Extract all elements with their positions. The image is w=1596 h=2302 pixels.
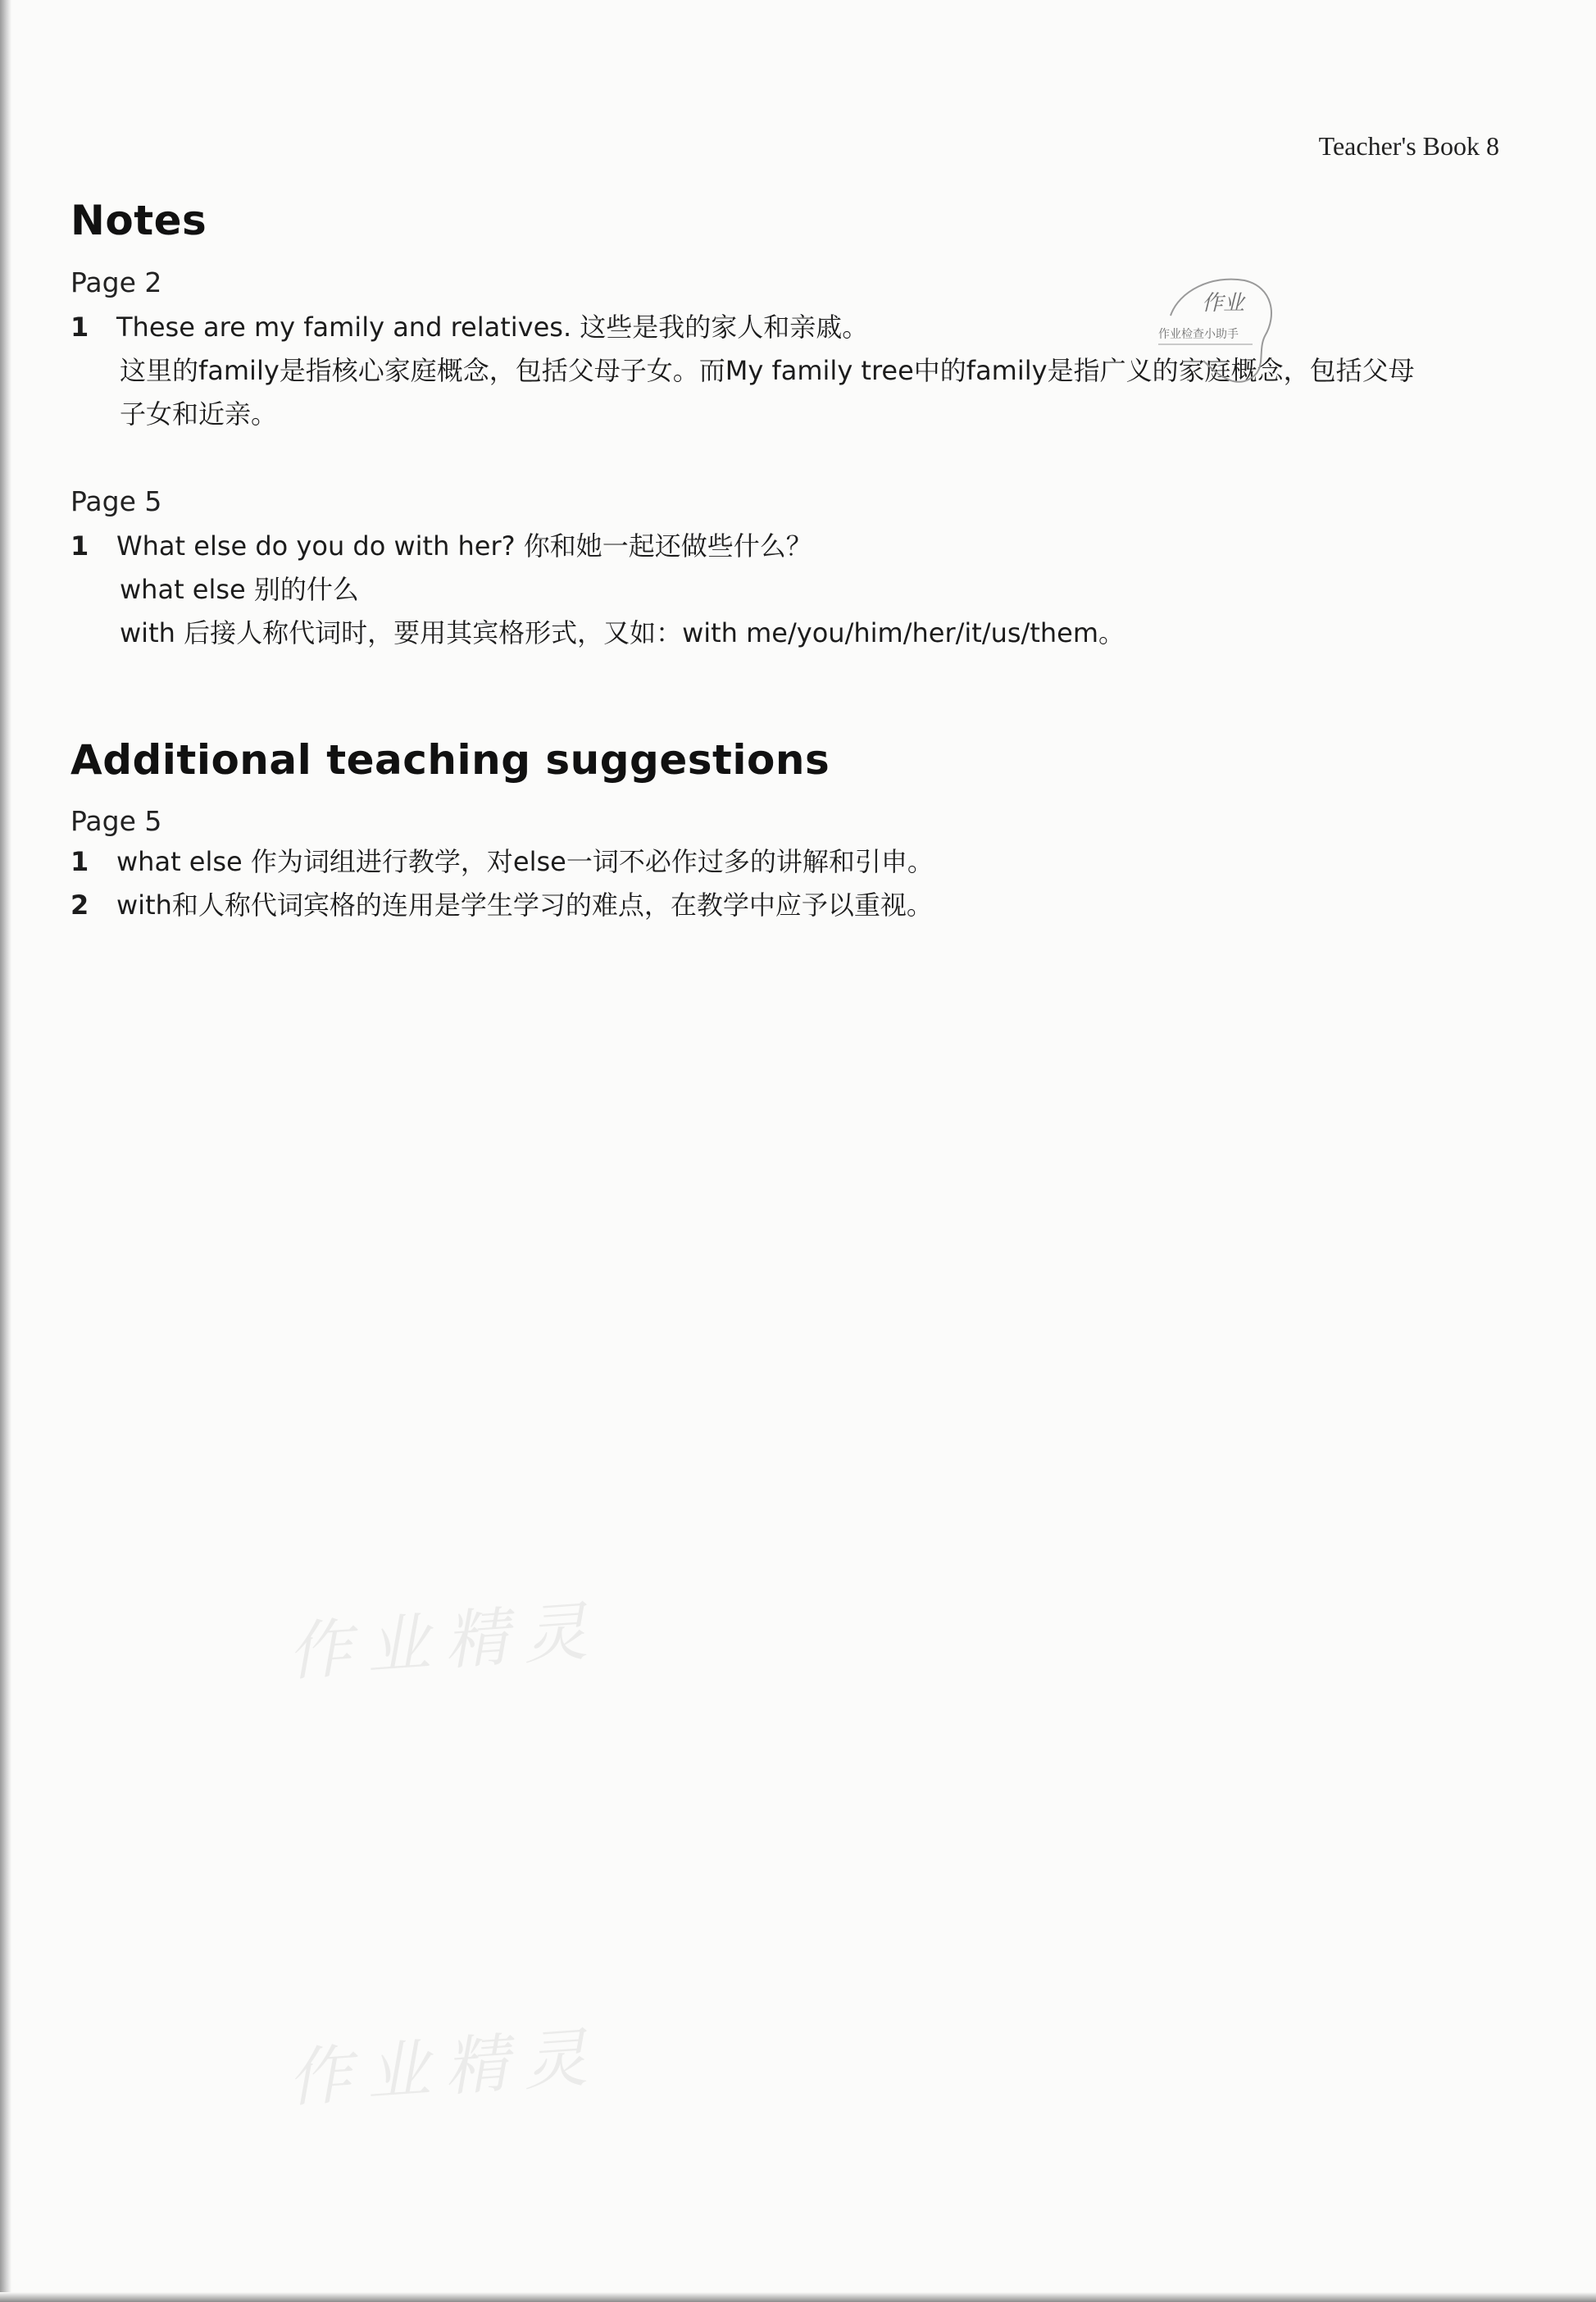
item-text: These are my family and relatives. 这些是我的家人和亲戚。 — [116, 312, 869, 343]
page-bottom-shadow — [0, 2292, 1596, 2302]
page-binding-shadow — [0, 0, 11, 2302]
note-explanation-line: what else 别的什么 — [120, 574, 359, 605]
notes-item — [70, 305, 1513, 349]
note-explanation-line: with 后接人称代词时，要用其宾格形式，又如：with me/you/him/her/it/us/them。 — [120, 617, 1125, 648]
item-number: 1 — [70, 312, 89, 343]
item-text: what else 作为词组进行教学，对else一词不必作过多的讲解和引申。 — [116, 846, 934, 877]
notes-page-label-1: Page 2 — [70, 266, 162, 298]
suggestions-page-label: Page 5 — [70, 805, 162, 837]
watermark-text: 作业精灵 — [284, 1594, 605, 1690]
notes-page-label-2: Page 5 — [70, 485, 162, 517]
suggestions-heading: Additional teaching suggestions — [70, 736, 830, 784]
note-explanation-line: 这里的family是指核心家庭概念，包括父母子女。而My family tree中的family是指广义的家庭概念，包括父母 — [120, 355, 1415, 386]
notes-item — [70, 524, 1513, 568]
notes-heading: Notes — [70, 197, 207, 244]
item-text: with和人称代词宾格的连用是学生学习的难点，在教学中应予以重视。 — [116, 889, 933, 921]
homework-stamp-logo — [1154, 271, 1277, 385]
item-number: 2 — [70, 889, 89, 921]
item-number: 1 — [70, 846, 89, 877]
suggestion-item — [70, 839, 1513, 884]
svg-text:作业检查小助手: 作业检查小助手 — [1158, 328, 1239, 341]
note-explanation-line: 子女和近亲。 — [120, 398, 278, 430]
suggestion-item — [70, 883, 1513, 927]
item-text: What else do you do with her? 你和她一起还做些什么？ — [116, 530, 812, 562]
watermark-text: 作业精灵 — [284, 2020, 605, 2117]
running-header: Teacher's Book 8 — [1318, 131, 1499, 161]
item-number: 1 — [70, 530, 89, 562]
svg-text:作业: 作业 — [1202, 291, 1245, 316]
